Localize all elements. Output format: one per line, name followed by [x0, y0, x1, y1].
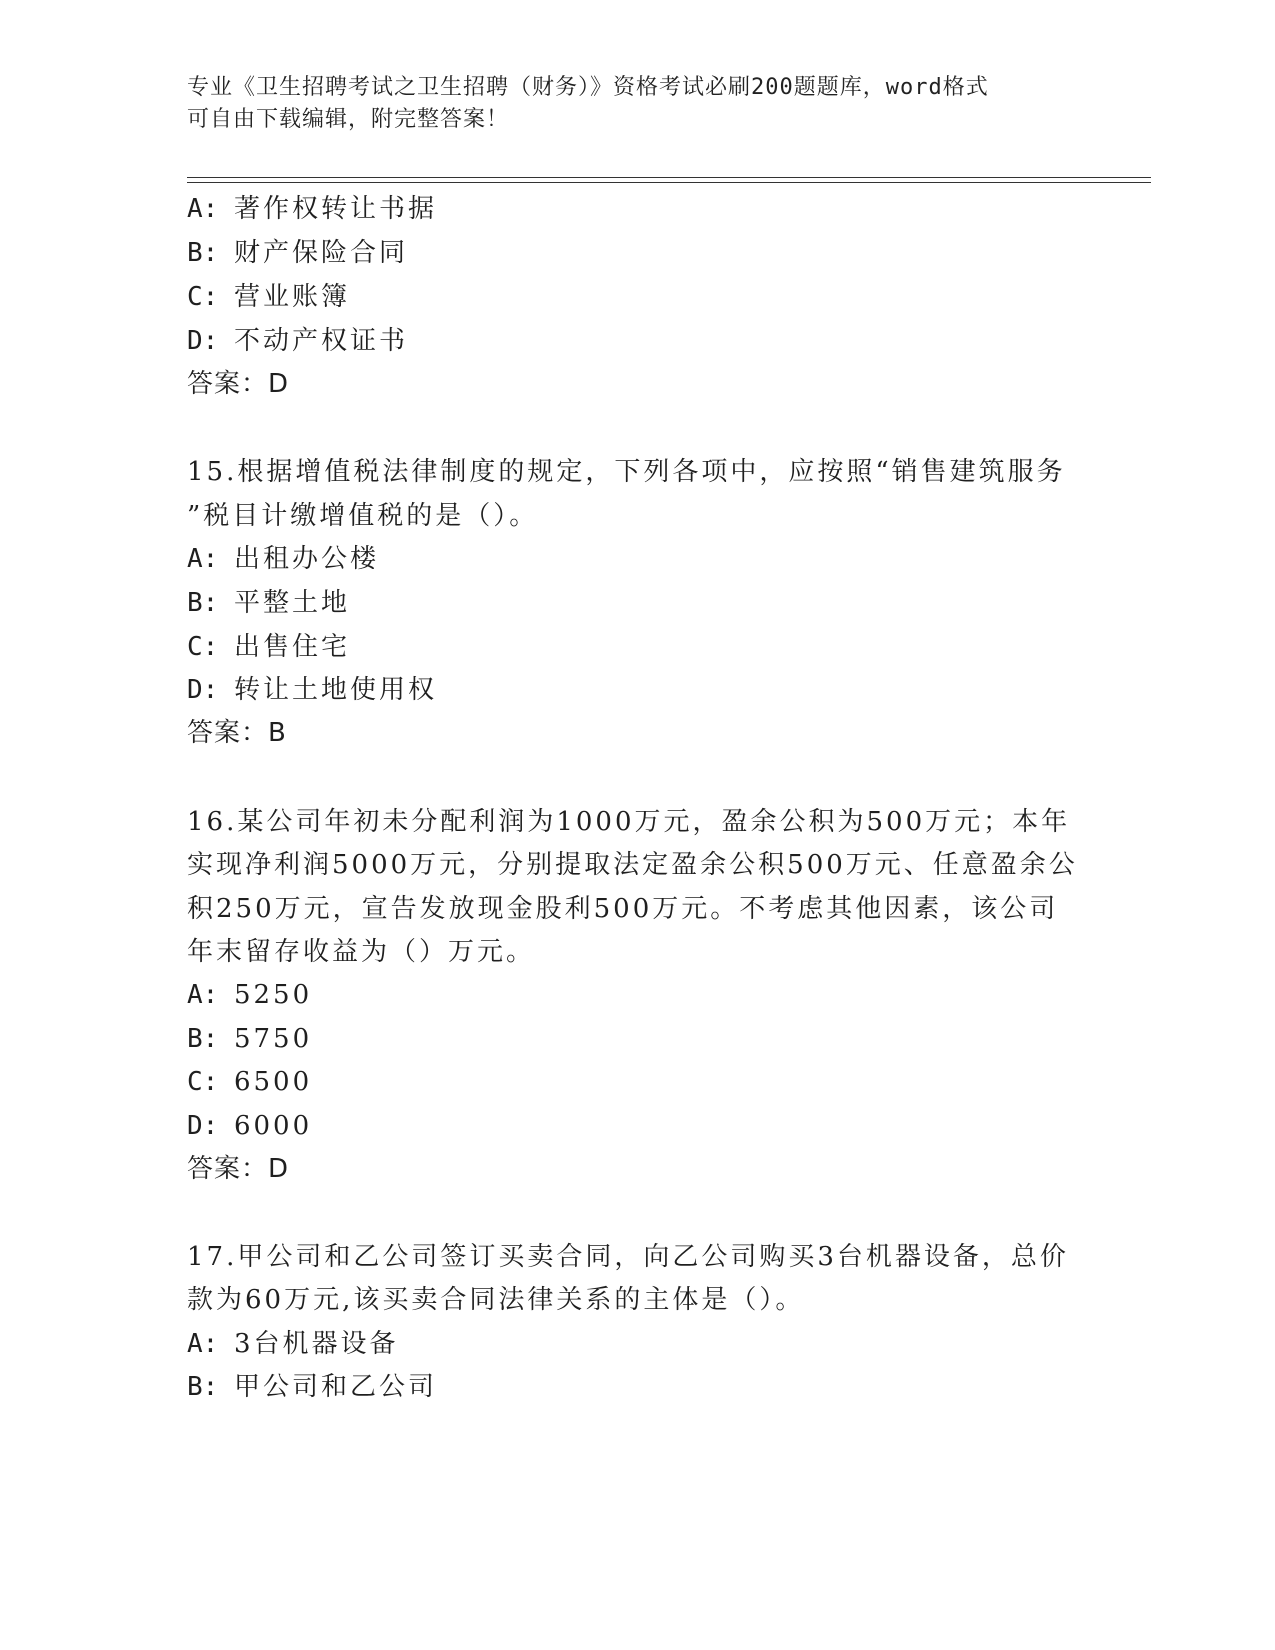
q16-stem-line-4: 年末留存收益为（）万元。	[187, 937, 536, 967]
q14-option-a	[187, 192, 437, 226]
q14-option-c	[187, 280, 350, 314]
option-label: C:	[187, 1067, 234, 1097]
option-label: C:	[187, 282, 234, 312]
document-header	[187, 72, 1087, 136]
q16-option-b	[187, 1022, 312, 1056]
option-text: 6000	[233, 1111, 313, 1141]
header-line-2: 可自由下载编辑，附完整答案！	[187, 107, 510, 132]
option-label: C:	[187, 632, 234, 662]
option-text: 出售住宅	[233, 632, 350, 662]
q16-option-a	[187, 978, 312, 1012]
option-text: 3台机器设备	[233, 1329, 399, 1359]
option-text: 著作权转让书据	[233, 194, 437, 224]
option-label: B:	[187, 1024, 234, 1054]
option-label: B:	[187, 588, 234, 618]
q15-answer: 答案：B	[187, 718, 287, 748]
q15-stem-line-1: 15.根据增值税法律制度的规定，下列各项中，应按照“销售建筑服务	[187, 457, 1066, 487]
option-text: 营业账簿	[233, 282, 350, 312]
q17-option-b	[187, 1370, 437, 1404]
q16-option-d	[187, 1109, 312, 1143]
q15-option-c	[187, 630, 350, 664]
option-text: 5250	[233, 980, 313, 1010]
option-label: D:	[187, 326, 234, 356]
option-label: A:	[187, 1329, 234, 1359]
option-text: 财产保险合同	[233, 238, 408, 268]
option-label: B:	[187, 238, 234, 268]
q15-option-a	[187, 542, 379, 576]
q17-stem-line-2: 款为60万元,该买卖合同法律关系的主体是（）。	[187, 1285, 805, 1315]
q17-stem-line-1: 17.甲公司和乙公司签订买卖合同，向乙公司购买3台机器设备，总价	[187, 1242, 1069, 1272]
option-text: 不动产权证书	[233, 326, 408, 356]
q15-stem-line-2: ”税目计缴增值税的是（）。	[187, 501, 539, 531]
option-label: B:	[187, 1372, 234, 1402]
q15-option-b	[187, 586, 350, 620]
option-label: A:	[187, 980, 234, 1010]
q14-option-b	[187, 236, 408, 270]
q14-answer: 答案：D	[187, 369, 290, 399]
option-text: 出租办公楼	[233, 544, 379, 574]
option-label: A:	[187, 544, 234, 574]
option-label: D:	[187, 1111, 234, 1141]
option-text: 甲公司和乙公司	[233, 1372, 437, 1402]
q16-stem-line-3: 积250万元，宣告发放现金股利500万元。不考虑其他因素，该公司	[187, 894, 1059, 924]
q14-option-d	[187, 324, 408, 358]
option-text: 6500	[233, 1067, 313, 1097]
option-label: D:	[187, 675, 234, 705]
q17-option-a	[187, 1327, 399, 1361]
q16-stem-line-2: 实现净利润5000万元，分别提取法定盈余公积500万元、任意盈余公	[187, 850, 1078, 880]
option-text: 5750	[233, 1024, 313, 1054]
header-line-1: 专业《卫生招聘考试之卫生招聘（财务）》资格考试必刷200题题库，word格式	[187, 75, 989, 100]
option-label: A:	[187, 194, 234, 224]
header-divider-bottom	[187, 182, 1151, 183]
q16-option-c	[187, 1065, 312, 1099]
option-text: 平整土地	[233, 588, 350, 618]
q15-option-d	[187, 673, 437, 707]
q16-stem-line-1: 16.某公司年初未分配利润为1000万元，盈余公积为500万元；本年	[187, 807, 1071, 837]
option-text: 转让土地使用权	[233, 675, 437, 705]
q16-answer: 答案：D	[187, 1154, 290, 1184]
header-divider-top	[187, 177, 1151, 178]
